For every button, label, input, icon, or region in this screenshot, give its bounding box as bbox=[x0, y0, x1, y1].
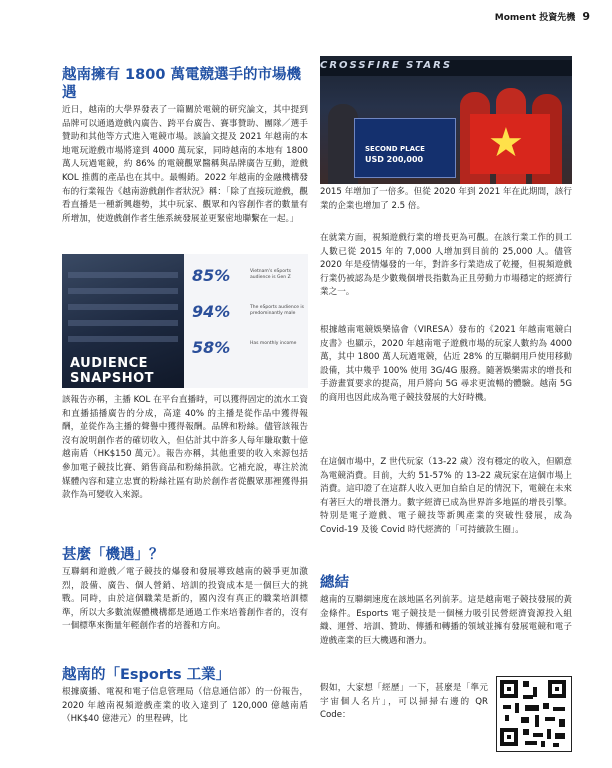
snapshot-title: SNAPSHOT bbox=[70, 371, 154, 386]
section-vietnam-market bbox=[62, 66, 308, 226]
audience-title: AUDIENCE bbox=[70, 356, 149, 371]
flag-star-icon: ★ bbox=[488, 120, 524, 166]
section-heading: 越南擁有 1800 萬電競選手的市場機遇 bbox=[62, 67, 301, 101]
page-number: 9 bbox=[582, 10, 590, 23]
paragraph: 互聯網和遊戲／電子競技的爆發和發展導致越南的競爭更加激烈，設備、廣告、個人營銷、培訓的投資成本是一個巨大的挑戰。同時，由於這個職業是新的，國內沒有真正的職業培訓標準，所以大多數流媒體機構都是通過工作來培養創作者的，沒有一個標準來衡量年輕創作者的培養和方向。 bbox=[62, 567, 308, 632]
paragraph: 近日，越南的大學界發表了一篇關於電競的研究論文，其中提到品牌可以通過遊戲內廣告、跨平台廣告、賽事贊助、團隊／選手贊助和其他等方式進入電競市場。該論文提及 2021 年越南的本地電玩遊戲市場將達到 4000 萬玩家，同時越南的本地有 1800 萬人玩過電競，約 86% 的電競觀眾醫稱與品牌廣告互動，遊戲 KOL 推薦的產品也在其中。最暢銷。2022 年越南的金融機構發布的行業報告《越南游戲創作者狀況》稱：「除了直接玩遊戲，觀看直播是一種新興趨勢，其中玩家、觀眾和內容創作者的數量有所增加，使遊戲創作者生態系統發展並更緊密地聯繫在一起。」 bbox=[62, 105, 308, 224]
paragraph: 根據越南電競娛樂協會（VIRESA）發布的《2021 年越南電競白皮書》也顯示，2020 年越南電子遊戲市場的玩家人數約為 4000 萬，其中 1800 萬人玩過電競，佔近 28% 的互聯網用戶使用移動設備，其中幾乎 100% 使用 3G/4G 服務。隨著娛樂需求的增長和手游畫質要求的提高，用戶將向 5G 尋求更流暢的體驗。越南 5G 的商用也因此成為電子競技發展的大好時機。 bbox=[320, 325, 572, 403]
section-viresa bbox=[320, 324, 572, 406]
stat-label: Vietnam's eSports audience is Gen Z bbox=[250, 269, 291, 280]
stat-value: 85% bbox=[192, 266, 231, 285]
section-kol-income bbox=[62, 394, 308, 503]
audience-stats bbox=[184, 254, 308, 388]
prize-check bbox=[354, 118, 456, 178]
stat-label: The eSports audience is predominantly male bbox=[250, 305, 305, 316]
stat-label: Has monthly income bbox=[250, 341, 297, 346]
section-conclusion bbox=[320, 574, 572, 648]
stat-value: 94% bbox=[192, 302, 231, 321]
audience-snapshot-image bbox=[62, 254, 308, 388]
stat-value: 58% bbox=[192, 338, 231, 357]
section-qr-prompt bbox=[320, 682, 488, 723]
paragraph: 2015 年增加了一倍多。但從 2020 年到 2021 年在此期間，該行業的企業也增加了 2.5 倍。 bbox=[320, 187, 572, 211]
qr-finder bbox=[500, 680, 518, 698]
event-banner: CROSSFIRE STARS bbox=[320, 60, 572, 76]
section-esports-industry bbox=[62, 666, 308, 727]
page-header bbox=[495, 10, 590, 23]
stat-item bbox=[192, 266, 291, 285]
section-revenue-cont bbox=[320, 186, 572, 213]
paragraph: 該報告亦稱，主播 KOL 在平台直播時，可以獲得固定的流水工資和直播插播廣告的分成，高達 40% 的主播是從作品中獲得報酬，並從作為主播的聲譽中獲得報酬。品牌和粉絲。儘管該報告沒有說明創作者的確切收入，但估計其中許多人每年賺取數十億越南盾（HK$150 萬元）。報告亦稱，其他重要的收入來源包括參加電子競技比賽、銷售商品和粉絲捐款。它補充說，專注於流媒體內容和建立忠實的粉絲社區有助於創作者從觀眾那裡獲得捐款作為可變收入來源。 bbox=[62, 395, 308, 501]
paragraph: 假如，大家想「經歷」一下，甚麼是「準元宇宙個人名片」，可以掃掃右邊的 QR Code： bbox=[320, 683, 488, 721]
section-heading: 越南的「Esports 工業」 bbox=[62, 667, 231, 683]
esports-team-photo bbox=[320, 56, 572, 184]
section-employment bbox=[320, 232, 572, 300]
prize-place: SECOND PLACE bbox=[365, 145, 425, 153]
brand-name: Moment 投資先機 bbox=[494, 13, 576, 23]
section-opportunity bbox=[62, 546, 308, 634]
section-heading: 甚麼「機遇」？ bbox=[62, 547, 164, 563]
qr-finder bbox=[548, 680, 566, 698]
qr-code[interactable] bbox=[496, 676, 572, 752]
paragraph: 在這個市場中，Z 世代玩家（13-22 歲）沒有穩定的收入，但願意為電競消費。目前，大約 51-57% 的 13-22 歲玩家在這個市場上消費。這印證了在這群人收入更加自給自足的情況下，電競在未來有著巨大的增長潛力。數字經濟已成為世界許多地區的增長引擎。特別是電子遊戲、電子競技等新興產業的突破性發展，成為 Covid-19 及後 Covid 時代經濟的「可持續款生圈」。 bbox=[320, 457, 572, 535]
section-heading: 總結 bbox=[320, 575, 349, 591]
stat-item bbox=[192, 338, 297, 357]
qr-finder bbox=[500, 728, 518, 746]
paragraph: 根據廣播、電視和電子信息管理局（信息通信部）的一份報告，2020 年越南視頻遊戲產業的收入達到了 120,000 億越南盾（HK$40 億港元）的里程碑，比 bbox=[62, 687, 308, 725]
paragraph: 在就業方面，視頻遊戲行業的增長更為可觀。在該行業工作的員工人數已從 2015 年的 7,000 人增加到目前的 25,000 人。儘管 2020 年是疫情爆發的一年，對許多行業造成了乾擾，但視頻遊戲行業仍被認為是少數幾個增長指數為正且勞動力市場穩定的經濟行業之一。 bbox=[320, 233, 572, 298]
paragraph: 越南的互聯網速度在該地區名列前茅。這是越南電子競技發展的黃金條件。Esports 電子競技是一個極力吸引民營經濟資源投入組織、運營、培訓、贊助、傳播和轉播的領域並擁有發展電競和電子遊戲產業的巨大機遇和潛力。 bbox=[320, 595, 572, 646]
section-gen-z bbox=[320, 456, 572, 538]
stat-item bbox=[192, 302, 305, 321]
prize-amount: USD 200,000 bbox=[365, 155, 424, 164]
